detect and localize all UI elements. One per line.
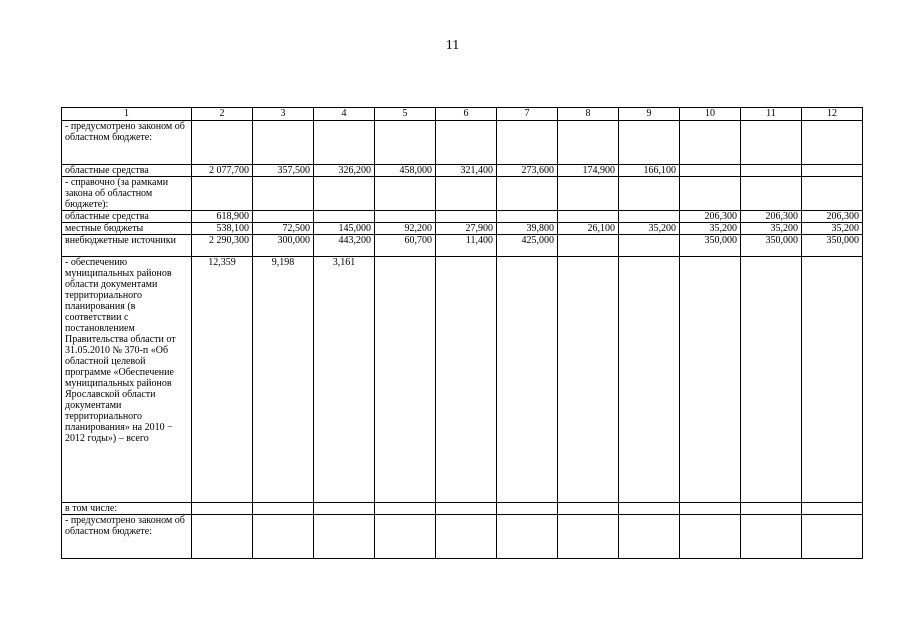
value-cell bbox=[497, 121, 558, 165]
table-header-row bbox=[62, 108, 863, 121]
value-cell bbox=[436, 211, 497, 223]
value-cell bbox=[436, 121, 497, 165]
value-cell bbox=[497, 503, 558, 515]
value-cell bbox=[802, 257, 863, 503]
value-cell: 26,100 bbox=[558, 223, 619, 235]
value-cell: 425,000 bbox=[497, 235, 558, 257]
value-cell: 145,000 bbox=[314, 223, 375, 235]
table-body bbox=[62, 108, 863, 559]
value-cell bbox=[558, 211, 619, 223]
value-cell bbox=[741, 165, 802, 177]
row-label: - предусмотрено законом об областном бюджете: bbox=[62, 515, 192, 559]
value-cell: 538,100 bbox=[192, 223, 253, 235]
value-cell: 300,000 bbox=[253, 235, 314, 257]
value-cell bbox=[253, 177, 314, 211]
value-cell bbox=[802, 177, 863, 211]
value-cell: 443,200 bbox=[314, 235, 375, 257]
value-cell: 458,000 bbox=[375, 165, 436, 177]
value-cell: 2 290,300 bbox=[192, 235, 253, 257]
header-cell: 2 bbox=[192, 108, 253, 121]
value-cell bbox=[619, 177, 680, 211]
row-for-reference bbox=[62, 177, 863, 211]
value-cell bbox=[680, 165, 741, 177]
value-cell bbox=[375, 257, 436, 503]
value-cell bbox=[680, 503, 741, 515]
value-cell: 2 077,700 bbox=[192, 165, 253, 177]
row-territorial-planning bbox=[62, 257, 863, 503]
value-cell bbox=[497, 177, 558, 211]
row-regional-funds-ref bbox=[62, 211, 863, 223]
header-cell: 12 bbox=[802, 108, 863, 121]
value-cell: 166,100 bbox=[619, 165, 680, 177]
value-cell bbox=[192, 503, 253, 515]
value-cell bbox=[497, 257, 558, 503]
value-cell: 60,700 bbox=[375, 235, 436, 257]
header-cell: 3 bbox=[253, 108, 314, 121]
value-cell bbox=[680, 257, 741, 503]
value-cell bbox=[314, 515, 375, 559]
value-cell bbox=[619, 121, 680, 165]
value-cell: 35,200 bbox=[680, 223, 741, 235]
value-cell: 92,200 bbox=[375, 223, 436, 235]
value-cell bbox=[619, 211, 680, 223]
value-cell bbox=[253, 503, 314, 515]
value-cell bbox=[558, 177, 619, 211]
row-provided-by-law-2 bbox=[62, 515, 863, 559]
value-cell bbox=[192, 515, 253, 559]
header-cell: 1 bbox=[62, 108, 192, 121]
value-cell bbox=[802, 515, 863, 559]
value-cell: 618,900 bbox=[192, 211, 253, 223]
value-cell bbox=[497, 515, 558, 559]
value-cell: 72,500 bbox=[253, 223, 314, 235]
value-cell bbox=[680, 515, 741, 559]
value-cell: 350,000 bbox=[802, 235, 863, 257]
value-cell bbox=[192, 177, 253, 211]
header-cell: 6 bbox=[436, 108, 497, 121]
value-cell bbox=[558, 503, 619, 515]
row-label: - обеспечению муниципальных районов области документами территориального планирования (в соответствии с постановлением Правительства области от 31.05.2010 № 370-п «Об областной целевой программе «Обеспечение муниципальных районов Ярославской области документами территориального планирования» на 2010 − 2012 годы») – всего bbox=[62, 257, 192, 503]
value-cell bbox=[436, 177, 497, 211]
value-cell bbox=[741, 177, 802, 211]
value-cell: 12,359 bbox=[192, 257, 253, 503]
value-cell: 174,900 bbox=[558, 165, 619, 177]
row-regional-funds bbox=[62, 165, 863, 177]
row-label: внебюджетные источники bbox=[62, 235, 192, 257]
value-cell bbox=[436, 515, 497, 559]
value-cell bbox=[314, 211, 375, 223]
value-cell bbox=[375, 177, 436, 211]
value-cell bbox=[741, 257, 802, 503]
value-cell bbox=[619, 235, 680, 257]
budget-table bbox=[61, 107, 863, 559]
value-cell: 350,000 bbox=[741, 235, 802, 257]
row-label: областные средства bbox=[62, 165, 192, 177]
value-cell: 35,200 bbox=[802, 223, 863, 235]
value-cell bbox=[558, 515, 619, 559]
value-cell: 35,200 bbox=[619, 223, 680, 235]
value-cell bbox=[436, 257, 497, 503]
value-cell: 350,000 bbox=[680, 235, 741, 257]
value-cell bbox=[253, 121, 314, 165]
value-cell: 357,500 bbox=[253, 165, 314, 177]
page-number: 11 bbox=[445, 38, 460, 53]
row-label: областные средства bbox=[62, 211, 192, 223]
row-extra-budget-sources bbox=[62, 235, 863, 257]
value-cell bbox=[802, 121, 863, 165]
header-cell: 8 bbox=[558, 108, 619, 121]
value-cell bbox=[680, 177, 741, 211]
value-cell bbox=[619, 503, 680, 515]
row-label: - справочно (за рамками закона об областном бюджете): bbox=[62, 177, 192, 211]
value-cell: 3,161 bbox=[314, 257, 375, 503]
value-cell bbox=[314, 503, 375, 515]
value-cell bbox=[314, 121, 375, 165]
value-cell: 27,900 bbox=[436, 223, 497, 235]
value-cell bbox=[314, 177, 375, 211]
value-cell bbox=[375, 121, 436, 165]
value-cell bbox=[802, 503, 863, 515]
value-cell: 273,600 bbox=[497, 165, 558, 177]
row-including bbox=[62, 503, 863, 515]
value-cell bbox=[558, 121, 619, 165]
value-cell: 206,300 bbox=[802, 211, 863, 223]
value-cell bbox=[802, 165, 863, 177]
header-cell: 5 bbox=[375, 108, 436, 121]
value-cell bbox=[375, 211, 436, 223]
value-cell bbox=[497, 211, 558, 223]
value-cell: 206,300 bbox=[741, 211, 802, 223]
value-cell bbox=[436, 503, 497, 515]
value-cell: 9,198 bbox=[253, 257, 314, 503]
value-cell bbox=[619, 257, 680, 503]
value-cell bbox=[680, 121, 741, 165]
value-cell: 326,200 bbox=[314, 165, 375, 177]
value-cell: 206,300 bbox=[680, 211, 741, 223]
value-cell: 11,400 bbox=[436, 235, 497, 257]
value-cell bbox=[741, 515, 802, 559]
value-cell bbox=[253, 515, 314, 559]
value-cell bbox=[741, 503, 802, 515]
header-cell: 4 bbox=[314, 108, 375, 121]
row-label: в том числе: bbox=[62, 503, 192, 515]
row-label: местные бюджеты bbox=[62, 223, 192, 235]
value-cell: 39,800 bbox=[497, 223, 558, 235]
header-cell: 9 bbox=[619, 108, 680, 121]
value-cell bbox=[741, 121, 802, 165]
header-cell: 7 bbox=[497, 108, 558, 121]
row-label: - предусмотрено законом об областном бюджете: bbox=[62, 121, 192, 165]
value-cell bbox=[253, 211, 314, 223]
row-local-budgets bbox=[62, 223, 863, 235]
value-cell bbox=[375, 515, 436, 559]
value-cell bbox=[192, 121, 253, 165]
header-cell: 10 bbox=[680, 108, 741, 121]
value-cell bbox=[375, 503, 436, 515]
value-cell: 35,200 bbox=[741, 223, 802, 235]
header-cell: 11 bbox=[741, 108, 802, 121]
value-cell bbox=[619, 515, 680, 559]
value-cell bbox=[558, 257, 619, 503]
value-cell bbox=[558, 235, 619, 257]
row-provided-by-law bbox=[62, 121, 863, 165]
value-cell: 321,400 bbox=[436, 165, 497, 177]
